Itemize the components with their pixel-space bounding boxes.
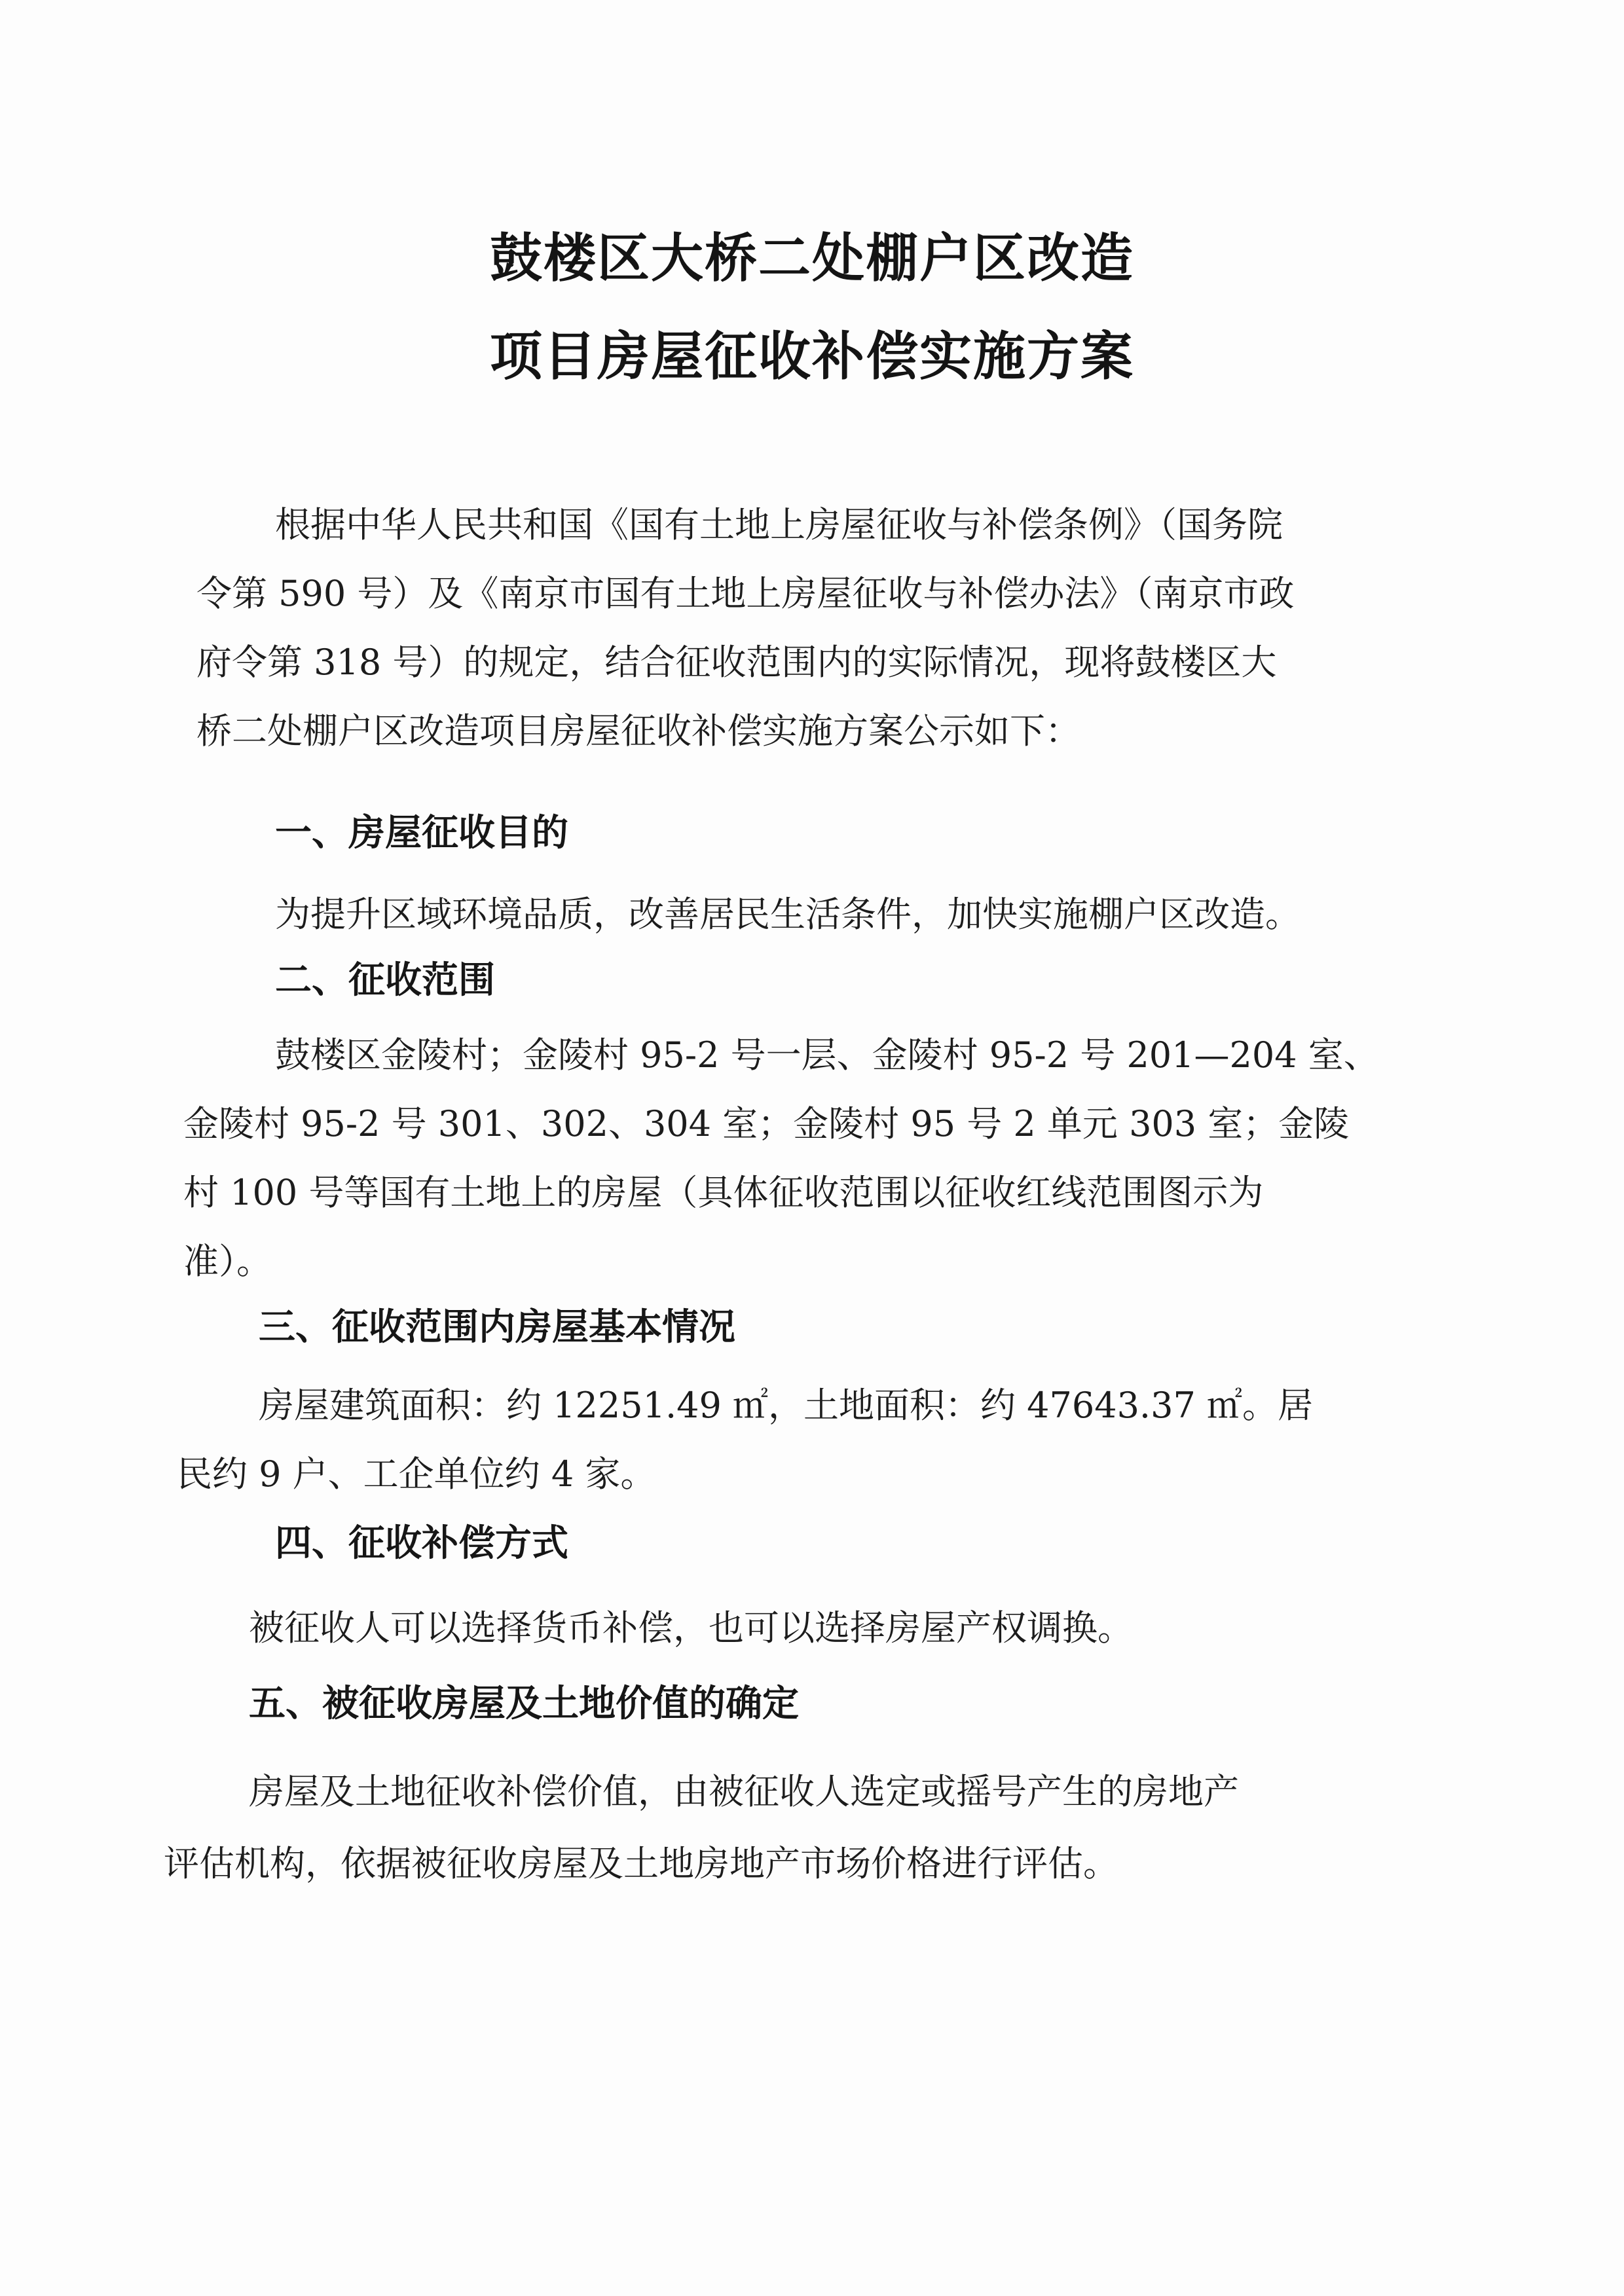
- section-2-line-3: 村 100 号等国有土地上的房屋（具体征收范围以征收红线范围图示为: [183, 1172, 1264, 1213]
- section-3-line-2: 民约 9 户、工企单位约 4 家。: [177, 1453, 656, 1495]
- section-3-line-1: 房屋建筑面积：约 12251.49 ㎡，土地面积：约 47643.37 ㎡。居: [259, 1385, 1313, 1426]
- section-2-line-1: 鼓楼区金陵村；金陵村 95-2 号一层、金陵村 95-2 号 201—204 室、: [275, 1034, 1379, 1076]
- section-2-line-2: 金陵村 95-2 号 301、302、304 室；金陵村 95 号 2 单元 303 室；金陵: [183, 1103, 1350, 1144]
- section-heading-2: 二、征收范围: [275, 959, 495, 1002]
- intro-line-4: 桥二处棚户区改造项目房屋征收补偿实施方案公示如下：: [196, 710, 1080, 752]
- section-5-line-2: 评估机构，依据被征收房屋及土地房地产市场价格进行评估。: [164, 1843, 1118, 1884]
- document-title-line-2: 项目房屋征收补偿实施方案: [490, 326, 1134, 387]
- section-heading-3: 三、征收范围内房屋基本情况: [259, 1306, 735, 1349]
- section-heading-5: 五、被征收房屋及土地价值的确定: [249, 1683, 799, 1725]
- section-heading-1: 一、房屋征收目的: [275, 812, 568, 854]
- section-1-line-1: 为提升区域环境品质，改善居民生活条件，加快实施棚户区改造。: [275, 894, 1301, 935]
- section-5-line-1: 房屋及土地征收补偿价值，由被征收人选定或摇号产生的房地产: [249, 1771, 1239, 1812]
- section-heading-4: 四、征收补偿方式: [275, 1522, 568, 1565]
- intro-line-2: 令第 590 号）及《南京市国有土地上房屋征收与补偿办法》（南京市政: [196, 573, 1295, 614]
- intro-line-1: 根据中华人民共和国《国有土地上房屋征收与补偿条例》（国务院: [275, 504, 1283, 545]
- section-2-line-4: 准）。: [183, 1241, 272, 1282]
- intro-line-3: 府令第 318 号）的规定，结合征收范围内的实际情况，现将鼓楼区大: [196, 642, 1277, 683]
- document-title-line-1: 鼓楼区大桥二处棚户区改造: [490, 228, 1134, 289]
- section-4-line-1: 被征收人可以选择货币补偿，也可以选择房屋产权调换。: [249, 1607, 1133, 1649]
